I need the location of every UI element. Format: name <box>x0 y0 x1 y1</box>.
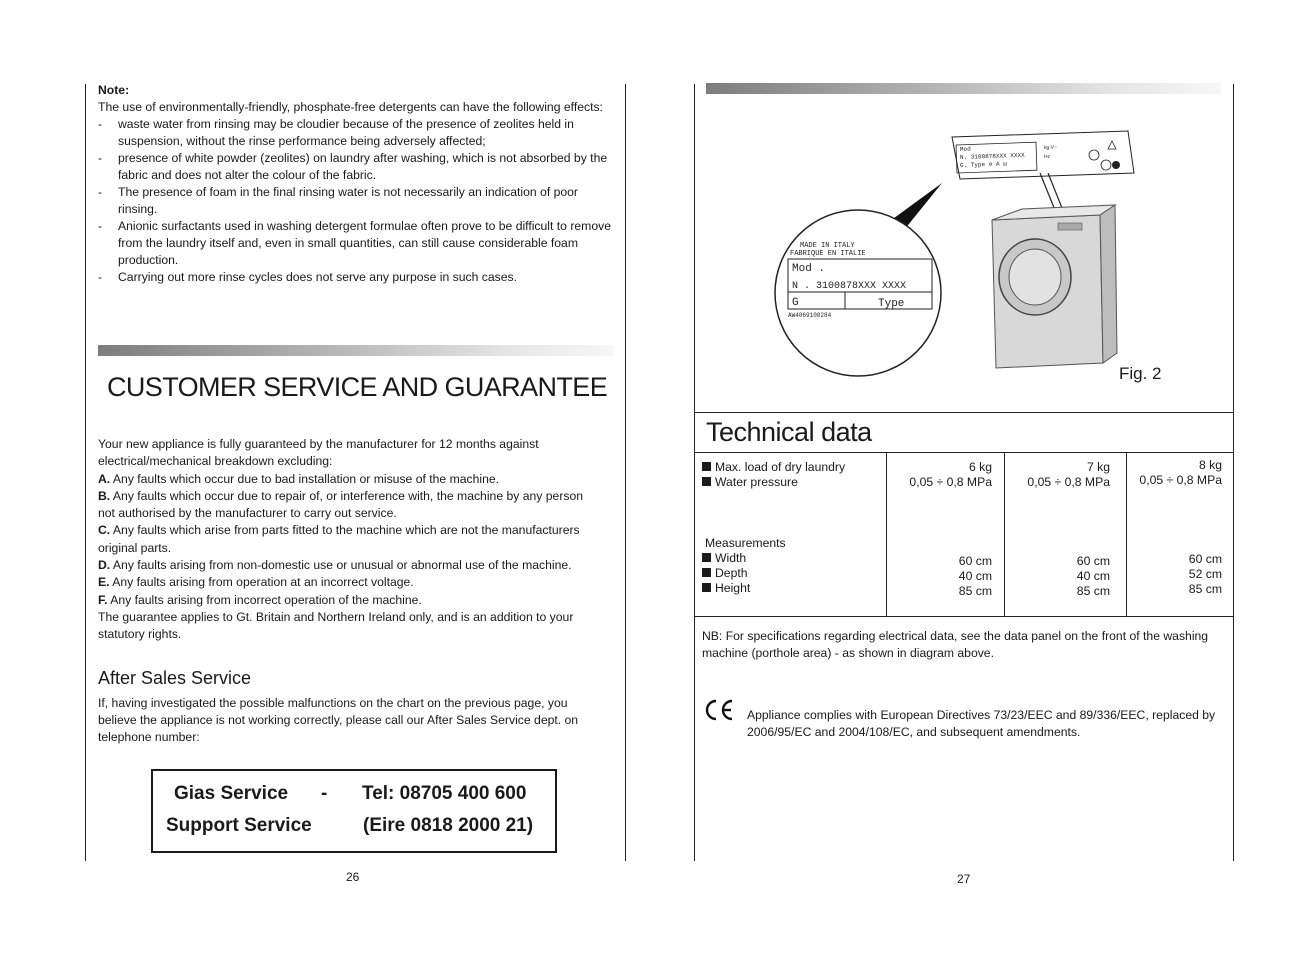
model-height: 85 cm <box>1188 582 1222 596</box>
note-label: Note: <box>98 83 130 97</box>
plate-made-in: MADE IN ITALY <box>800 242 855 250</box>
note-intro: The use of environmentally-friendly, phosphate-free detergents can have the following effects: <box>98 100 603 114</box>
guarantee-clause-e: E. Any faults arising from operation at an incorrect voltage. <box>98 575 414 590</box>
ce-compliance-text: Appliance complies with European Directives 73/23/EEC and 89/336/EEC, replaced by 2006/95/EC and 2004/108/EC, and subsequent amendments. <box>747 708 1216 739</box>
note-item: - Carrying out more rinse cycles does not serve any purpose in such cases. <box>98 269 618 286</box>
service-phone-eire: (Eire 0818 2000 21) <box>363 815 534 836</box>
table-column-divider <box>886 453 887 616</box>
guarantee-clause-d: D. Any faults arising from non-domestic use or unusual or abnormal use of the machine. <box>98 558 572 573</box>
model-pressure: 0,05 ÷ 0,8 MPa <box>1027 475 1110 489</box>
model-pressure: 0,05 ÷ 0,8 MPa <box>909 475 992 489</box>
ce-mark-icon <box>703 698 735 722</box>
plate-type: Type <box>878 298 905 310</box>
model-6kg-spec <box>909 460 992 490</box>
technical-data-heading: Technical data <box>706 417 872 447</box>
svg-text:Mod: Mod <box>959 145 971 153</box>
spec-label-cell <box>702 460 845 490</box>
rating-plate-figure <box>770 125 1170 395</box>
model-pressure: 0,05 ÷ 0,8 MPa <box>1139 473 1222 487</box>
after-sales-text: If, having investigated the possible malfunctions on the chart on the previous page, you believe the appliance is not working correctly, please call our After Sales Service dept. on telephone number: <box>98 696 579 744</box>
washing-machine-drawing <box>992 205 1117 368</box>
technical-section-rule <box>694 412 1234 413</box>
spec-label-load: Max. load of dry laundry <box>715 460 846 474</box>
model-6kg-measures <box>959 554 992 599</box>
note-item: - The presence of foam in the final rinsing water is not necessarily an indication of poor rinsing. <box>98 184 618 218</box>
model-8kg-spec <box>1139 458 1222 488</box>
table-column-divider <box>1004 453 1005 616</box>
guarantee-clause-f: F. Any faults arising from incorrect operation of the machine. <box>98 592 422 607</box>
guarantee-clause-c: C. Any faults which arise from parts fitted to the machine which are not the manufacturers original parts. <box>98 523 580 555</box>
rating-plate-magnifier <box>775 210 941 376</box>
spec-label-pressure: Water pressure <box>715 475 798 489</box>
model-height: 85 cm <box>958 584 992 598</box>
model-width: 60 cm <box>1188 552 1222 566</box>
electrical-data-note: NB: For specifications regarding electrical data, see the data panel on the front of the washing machine (porthole area) - as shown in diagram above. <box>702 629 1209 660</box>
service-dash: - <box>321 783 328 804</box>
note-item: - Anionic surfactants used in washing detergent formulae often prove to be difficult to remove from the laundry itself and, even in small quantities, can still cause considerable foam production. <box>98 218 618 269</box>
model-depth: 40 cm <box>1076 569 1110 583</box>
note-list <box>98 116 618 286</box>
note-item: - waste water from rinsing may be cloudier because of the presence of zeolites held in suspension, without the rinse performance being adversely affected; <box>98 116 618 150</box>
guarantee-clause-a: A. Any faults which occur due to bad installation or misuse of the machine. <box>98 471 500 486</box>
section-divider-bar <box>98 345 613 356</box>
svg-text:kg V~: kg V~ <box>1043 144 1057 151</box>
model-7kg-spec <box>1027 460 1110 490</box>
service-contact-box <box>151 769 557 853</box>
model-depth: 52 cm <box>1188 567 1222 581</box>
model-depth: 40 cm <box>958 569 992 583</box>
model-width: 60 cm <box>958 554 992 568</box>
service-name-support: Support Service <box>166 815 312 836</box>
model-load: 7 kg <box>1086 460 1110 474</box>
plate-mod: Mod . <box>792 263 826 275</box>
customer-service-heading: CUSTOMER SERVICE AND GUARANTEE <box>107 372 608 402</box>
svg-text:N. 3100878XXX XXXX: N. 3100878XXX XXXX <box>959 151 1025 161</box>
technical-data-table <box>694 452 1234 617</box>
left-page-margin-line <box>85 84 86 861</box>
measurements-label: Measurements <box>705 536 786 550</box>
svg-text:Hz: Hz <box>1043 153 1051 160</box>
svg-text:G. Type ⊖ A ш: G. Type ⊖ A ш <box>959 160 1007 169</box>
bullet-square-icon <box>702 583 711 592</box>
bullet-square-icon <box>702 553 711 562</box>
top-divider-bar <box>706 83 1221 94</box>
model-height: 85 cm <box>1076 584 1110 598</box>
model-load: 6 kg <box>968 460 992 474</box>
left-page-gutter-line <box>625 84 626 861</box>
model-load: 8 kg <box>1198 458 1222 472</box>
detergent-note <box>98 82 618 286</box>
bullet-square-icon <box>702 477 711 486</box>
note-item: - presence of white powder (zeolites) on laundry after washing, which is not absorbed by the fabric and does not alter the colour of the fabric. <box>98 150 618 184</box>
plate-serial: N . 3100878XXX XXXX <box>792 281 907 292</box>
model-width: 60 cm <box>1076 554 1110 568</box>
table-column-divider <box>1126 453 1127 616</box>
bullet-square-icon <box>702 462 711 471</box>
bullet-square-icon <box>702 568 711 577</box>
page-number-right: 27 <box>957 872 971 886</box>
model-7kg-measures <box>1077 554 1110 599</box>
model-8kg-measures <box>1189 552 1222 597</box>
guarantee-text <box>98 436 603 644</box>
measure-label-height: Height <box>715 581 751 595</box>
measure-label-width: Width <box>715 551 747 565</box>
plate-g: G <box>792 297 799 309</box>
service-phone-uk: Tel: 08705 400 600 <box>362 783 527 804</box>
guarantee-closing: The guarantee applies to Gt. Britain and Northern Ireland only, and is an addition to your statutory rights. <box>98 609 574 642</box>
figure-caption: Fig. 2 <box>1119 364 1162 383</box>
service-name-gias: Gias Service <box>174 783 289 804</box>
guarantee-clause-b: B. Any faults which occur due to repair of, or interference with, the machine by any person not authorised by the manufacturer to carry out service. <box>98 488 584 521</box>
guarantee-intro: Your new appliance is fully guaranteed by the manufacturer for 12 months against electrical/mechanical breakdown excluding: <box>98 437 539 469</box>
measure-label-depth: Depth <box>715 566 748 580</box>
rating-plate-small <box>952 131 1134 179</box>
page-number-left: 26 <box>346 870 360 884</box>
measure-label-cell <box>702 536 786 596</box>
after-sales-heading: After Sales Service <box>98 668 252 688</box>
plate-fabrique: FABRIQUE EN ITALIE <box>790 250 866 258</box>
plate-code: AW4069100284 <box>788 312 832 319</box>
